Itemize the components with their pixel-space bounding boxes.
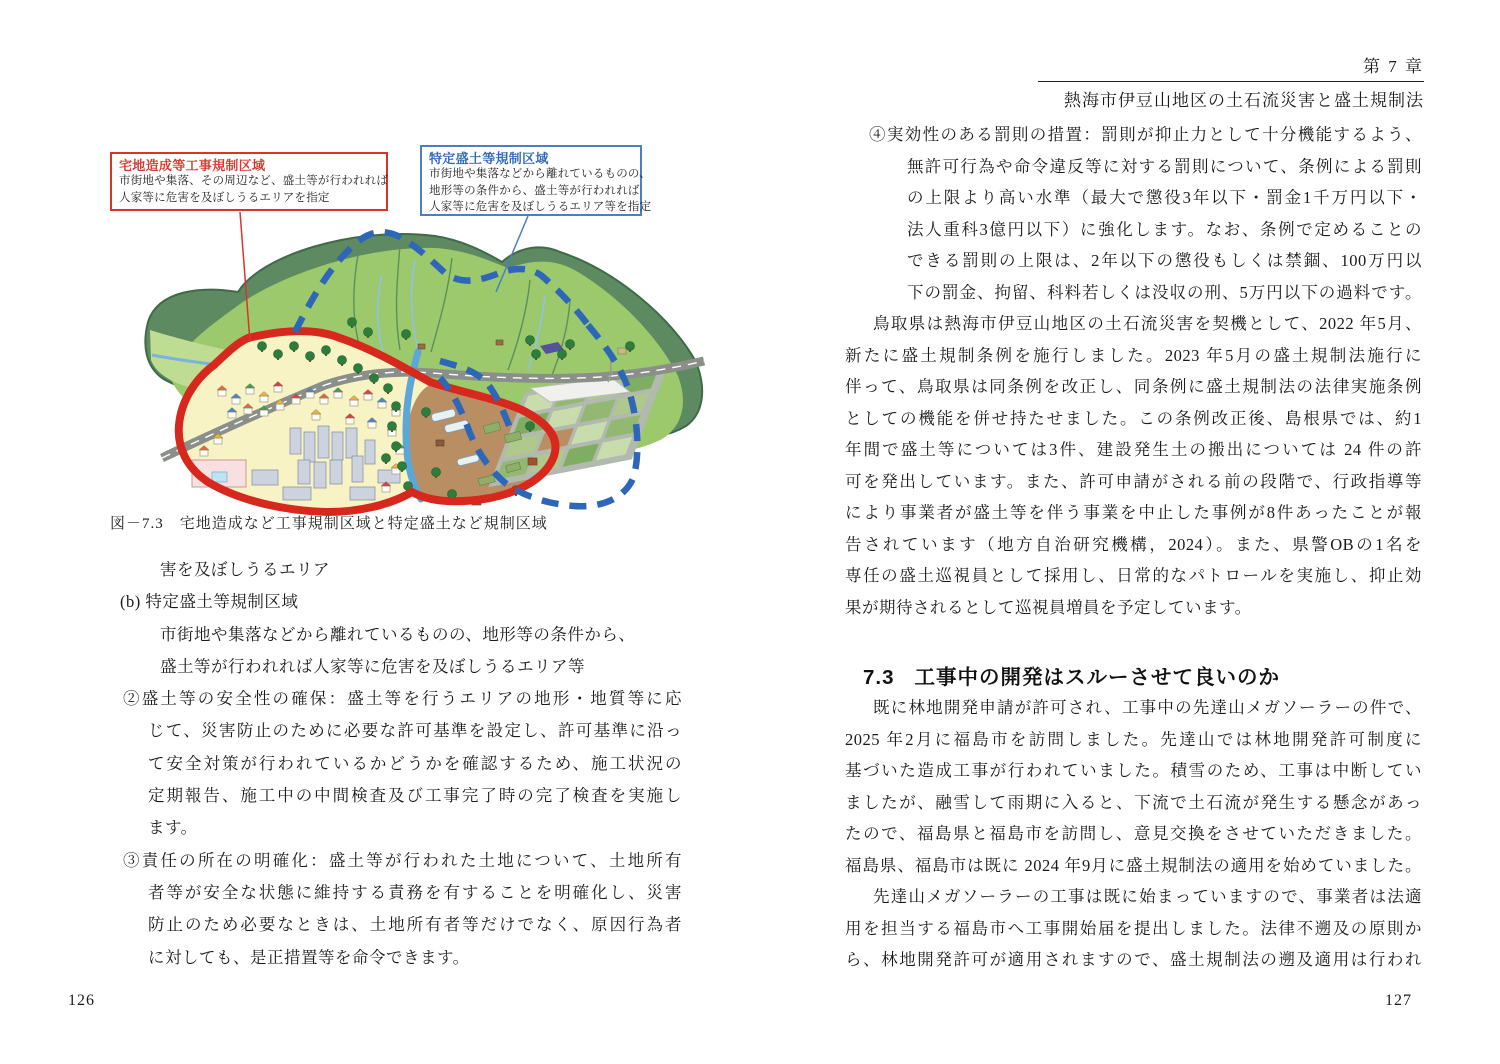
section-title: 工事中の開発はスルーさせて良いのか — [914, 666, 1280, 689]
text-line: て安全対策が行われているかどうかを確認するため、施工状況の — [148, 753, 682, 773]
text-line: 専任の盛土巡視員として採用し、日常的なパトロールを実施し、抑止効 — [845, 566, 1422, 585]
text-line: (b) 特定盛土等規制区域 — [120, 592, 299, 612]
label-box-red-title: 宅地造成等工事規制区域 — [119, 158, 266, 173]
text-line: 年間で盛土等については3件、建設発生土の搬出については 24 件の許 — [845, 440, 1422, 459]
text-line: により事業者が盛土等を伴う事業を中止した事例が8件あったことが報 — [845, 503, 1422, 522]
text-line: 鳥取県は熱海市伊豆山地区の土石流災害を契機として、2022 年5月、 — [873, 314, 1422, 333]
text-line: 2025 年2月に福島市を訪問しました。先達山では林地開発許可制度に — [845, 729, 1422, 749]
label-box-blue-line: 市街地や集落などから離れているものの、 — [429, 168, 651, 180]
text-line: ②盛土等の安全性の確保：盛土等を行うエリアの地形・地質等に応 — [123, 689, 682, 709]
page-number-right: 127 — [1385, 992, 1412, 1009]
text-line: 防止のため必要なときは、土地所有者等だけでなく、原因行為者 — [148, 915, 682, 935]
section-heading-7-3 — [863, 660, 1423, 690]
text-line: 伴って、鳥取県は同条例を改正し、同条例に盛土規制法の法律実施条例 — [845, 377, 1422, 396]
left-page-body-text — [105, 554, 682, 974]
text-line: に対しても、是正措置等を命令できます。 — [148, 947, 470, 967]
text-line: ④実効性のある罰則の措置：罰則が抑止力として十分機能するよう、 — [869, 125, 1422, 144]
text-line: じて、災害防止のために必要な許可基準を設定し、許可基準に沿っ — [148, 721, 682, 741]
text-line: 先達山メガソーラーの工事は既に始まっていますので、事業者は法適 — [873, 887, 1422, 906]
text-line: たので、福島県と福島市を訪問し、意見交換をさせていただきました。 — [845, 824, 1422, 843]
text-line: 下の罰金、拘留、科料若しくは没収の刑、5万円以下の過料です。 — [907, 282, 1422, 302]
text-line: 法人重科3億円以下）に強化します。なお、条例で定めることの — [907, 219, 1422, 239]
text-line: 果が期待されるとして巡視員増員を予定しています。 — [845, 597, 1252, 617]
chapter-number: 第 7 章 — [1363, 57, 1424, 76]
section-number: 7.3 — [863, 666, 895, 689]
text-line: 可を発出しています。また、許可申請がされる前の段階で、行政指導等 — [845, 471, 1422, 491]
label-box-red-line: 市街地や集落、その周辺など、盛土等が行われれば — [119, 175, 389, 187]
text-line: 害を及ぼしうるエリア — [160, 560, 330, 579]
label-box-specified-embankment-zone — [420, 145, 652, 216]
text-line: 盛土等が行われれば人家等に危害を及ぼしうるエリア等 — [160, 656, 585, 676]
text-line: の上限より高い水準（最大で懲役3年以下・罰金1千万円以下・ — [907, 188, 1422, 207]
figure-caption: 図－7.3 宅地造成など工事規制区域と特定盛土など規制区域 — [110, 516, 548, 532]
right-page-paragraph-2 — [845, 692, 1422, 976]
text-line: ら、林地開発許可が適用されますので、盛土規制法の遡及適用は行われ — [845, 950, 1422, 969]
page-number-left: 126 — [68, 992, 95, 1009]
label-box-blue-line: 人家等に危害を及ぼしうるエリア等を指定 — [429, 201, 652, 213]
text-line: ましたが、融雪して雨期に入ると、下流で土石流が発生する懸念があっ — [845, 792, 1422, 812]
text-line: できる罰則の上限は、2年以下の懲役もしくは禁錮、100万円以 — [907, 251, 1422, 270]
text-line: ③責任の所在の明確化：盛土等が行われた土地について、土地所有 — [123, 850, 682, 870]
chapter-title: 熱海市伊豆山地区の土石流災害と盛土規制法 — [1064, 91, 1424, 110]
text-line: 基づいた造成工事が行われていました。積雪のため、工事は中断してい — [845, 761, 1422, 780]
text-line: ます。 — [148, 818, 198, 838]
header-rule — [1038, 81, 1424, 82]
label-box-blue-title: 特定盛土等規制区域 — [429, 151, 549, 166]
text-line: 者等が安全な状態に維持する責務を有することを明確化し、災害 — [148, 882, 682, 902]
text-line: 市街地や集落などから離れているものの、地形等の条件から、 — [160, 624, 636, 644]
label-box-red-line: 人家等に危害を及ぼしうるエリアを指定 — [119, 191, 330, 204]
text-line: 福島県、福島市は既に 2024 年9月に盛土規制法の適用を始めていました。 — [845, 855, 1422, 875]
label-box-construction-regulated-zone — [110, 152, 388, 211]
text-line: 新たに盛土規制条例を施行しました。2023 年5月の盛土規制法施行に — [845, 345, 1422, 365]
text-line: 告されています（地方自治研究機構，2024）。また、県警OBの1名を — [845, 534, 1422, 554]
text-line: 用を担当する福島市へ工事開始届を提出しました。法律不遡及の原則か — [845, 918, 1422, 938]
right-page-paragraph-1 — [845, 119, 1422, 623]
text-line: 無許可行為や命令違反等に対する罰則について、条例による罰則 — [907, 156, 1422, 176]
text-line: としての機能を併せ持たせました。この条例改正後、島根県では、約1 — [845, 408, 1422, 428]
text-line: 既に林地開発申請が許可され、工事中の先達山メガソーラーの件で、 — [873, 698, 1422, 717]
text-line: 定期報告、施工中の中間検査及び工事完了時の完了検査を実施し — [148, 786, 682, 806]
label-box-blue-line: 地形等の条件から、盛土等が行われれば — [429, 184, 640, 197]
